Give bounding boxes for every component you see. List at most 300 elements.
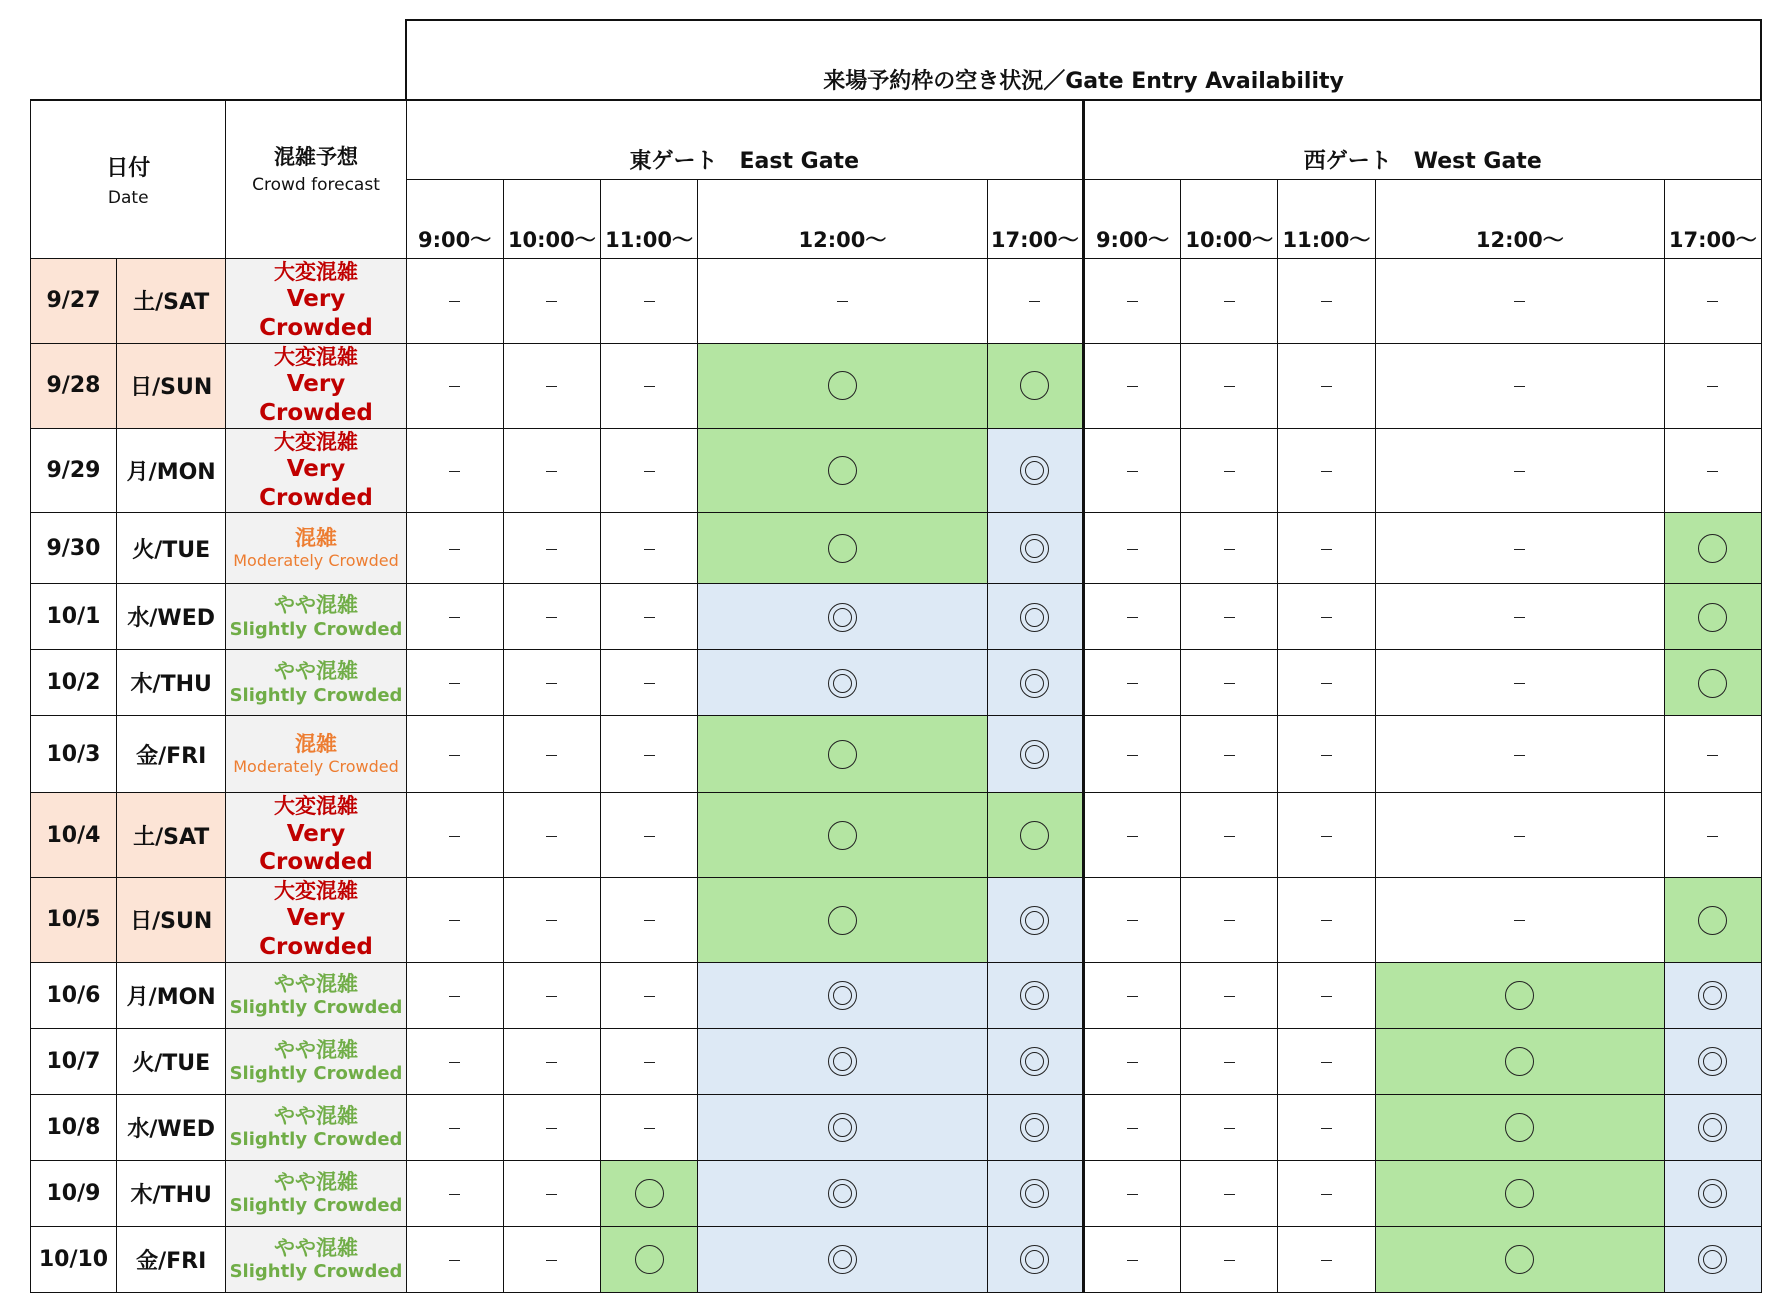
slot-east-10	[503, 962, 600, 1028]
forecast-en: Very Crowded	[259, 820, 373, 876]
slot-east-9	[406, 716, 503, 793]
dash-icon	[1224, 1260, 1235, 1261]
slot-east-17	[987, 650, 1083, 716]
slot-east-11	[600, 793, 697, 878]
dash-icon	[1321, 301, 1332, 302]
forecast-en: Slightly Crowded	[229, 618, 403, 640]
dash-icon	[449, 471, 460, 472]
crowd-forecast-cell	[226, 1028, 406, 1094]
dash-icon	[644, 301, 655, 302]
double-circle-icon	[1020, 906, 1049, 935]
slot-east-11	[600, 584, 697, 650]
slot-west-9	[1083, 1094, 1180, 1160]
dash-icon	[1127, 549, 1138, 550]
dash-icon	[1127, 1062, 1138, 1063]
slot-east-17	[987, 793, 1083, 878]
slot-east-11	[600, 650, 697, 716]
crowd-forecast-cell	[226, 584, 406, 650]
dash-icon	[644, 471, 655, 472]
crowd-forecast-cell	[226, 1160, 406, 1226]
row-day: 火/TUE	[116, 1028, 225, 1094]
east-gate-header: 東ゲート East Gate	[406, 100, 1083, 180]
double-circle-icon	[1698, 1113, 1727, 1142]
slot-east-17	[987, 428, 1083, 513]
dash-icon	[837, 301, 848, 302]
crowd-forecast-cell	[226, 1226, 406, 1292]
forecast-jp: 大変混雑	[274, 879, 358, 903]
forecast-jp: やや混雑	[274, 659, 358, 684]
crowd-forecast-cell	[226, 1094, 406, 1160]
row-day: 木/THU	[116, 1160, 225, 1226]
slot-east-10	[503, 650, 600, 716]
slot-west-11	[1278, 650, 1375, 716]
crowd-forecast-header	[226, 100, 406, 259]
crowd-forecast-cell	[226, 716, 406, 793]
slot-west-11	[1278, 878, 1375, 963]
table-row	[31, 343, 1762, 428]
row-day: 月/MON	[116, 428, 225, 513]
slot-west-11	[1278, 962, 1375, 1028]
slot-west-11	[1278, 1226, 1375, 1292]
slot-east-17	[987, 1160, 1083, 1226]
row-date: 10/3	[31, 716, 117, 793]
dash-icon	[546, 386, 557, 387]
dash-icon	[1224, 683, 1235, 684]
row-day: 土/SAT	[116, 793, 225, 878]
double-circle-icon	[1020, 669, 1049, 698]
table-row	[31, 513, 1762, 584]
slot-west-10	[1181, 343, 1278, 428]
double-circle-icon	[1698, 981, 1727, 1010]
dash-icon	[1029, 301, 1040, 302]
row-date: 10/1	[31, 584, 117, 650]
slot-east-10	[503, 1094, 600, 1160]
slot-west-12	[1375, 513, 1665, 584]
dash-icon	[1127, 1194, 1138, 1195]
dash-icon	[1127, 996, 1138, 997]
double-circle-icon	[1020, 1245, 1049, 1274]
dash-icon	[1514, 386, 1525, 387]
circle-icon	[828, 821, 857, 850]
circle-icon	[1505, 1113, 1534, 1142]
dash-icon	[644, 617, 655, 618]
forecast-jp: やや混雑	[274, 1103, 358, 1128]
dash-icon	[546, 683, 557, 684]
forecast-jp: やや混雑	[274, 593, 358, 618]
slot-west-11	[1278, 1160, 1375, 1226]
slot-west-9	[1083, 650, 1180, 716]
slot-west-12	[1375, 584, 1665, 650]
dash-icon	[1707, 386, 1718, 387]
dash-icon	[1321, 836, 1332, 837]
date-header	[31, 100, 226, 259]
slot-west-17	[1665, 793, 1761, 878]
crowd-header-jp: 混雑予想	[274, 145, 358, 169]
dash-icon	[1321, 471, 1332, 472]
slot-east-11	[600, 1160, 697, 1226]
slot-east-10	[503, 793, 600, 878]
dash-icon	[1514, 755, 1525, 756]
slot-west-12	[1375, 716, 1665, 793]
slot-west-10	[1181, 650, 1278, 716]
forecast-en: Very Crowded	[259, 371, 373, 426]
availability-body	[31, 259, 1762, 1293]
date-header-jp: 日付	[106, 156, 151, 181]
circle-icon	[1020, 371, 1049, 400]
forecast-en: Slightly Crowded	[229, 1195, 403, 1217]
slot-east-12	[698, 1226, 988, 1292]
crowd-forecast-cell	[226, 650, 406, 716]
dash-icon	[1224, 755, 1235, 756]
east-time-17: 17:00～	[987, 180, 1083, 259]
slot-west-11	[1278, 428, 1375, 513]
slot-east-12	[698, 1028, 988, 1094]
slot-west-12	[1375, 1094, 1665, 1160]
slot-east-12	[698, 962, 988, 1028]
crowd-forecast-cell	[226, 878, 406, 963]
row-date: 10/9	[31, 1160, 117, 1226]
dash-icon	[449, 549, 460, 550]
row-date: 9/28	[31, 343, 117, 428]
row-date: 10/5	[31, 878, 117, 963]
dash-icon	[449, 1194, 460, 1195]
circle-icon	[1698, 669, 1727, 698]
forecast-jp: 混雑	[295, 526, 337, 551]
dash-icon	[449, 617, 460, 618]
slot-west-11	[1278, 793, 1375, 878]
forecast-en: Slightly Crowded	[229, 997, 403, 1019]
slot-east-9	[406, 428, 503, 513]
slot-west-12	[1375, 343, 1665, 428]
slot-east-11	[600, 513, 697, 584]
forecast-en: Very Crowded	[259, 455, 373, 511]
slot-west-10	[1181, 428, 1278, 513]
slot-east-11	[600, 716, 697, 793]
west-time-10: 10:00～	[1181, 180, 1278, 259]
west-time-17: 17:00～	[1665, 180, 1761, 259]
slot-west-9	[1083, 584, 1180, 650]
slot-east-12	[698, 1160, 988, 1226]
slot-east-12	[698, 650, 988, 716]
dash-icon	[1127, 1128, 1138, 1129]
dash-icon	[1127, 755, 1138, 756]
slot-west-12	[1375, 793, 1665, 878]
dash-icon	[1707, 836, 1718, 837]
slot-east-12	[698, 584, 988, 650]
slot-east-11	[600, 962, 697, 1028]
dash-icon	[1321, 1062, 1332, 1063]
slot-east-12	[698, 428, 988, 513]
dash-icon	[1224, 617, 1235, 618]
double-circle-icon	[1020, 1113, 1049, 1142]
slot-west-9	[1083, 716, 1180, 793]
slot-west-9	[1083, 962, 1180, 1028]
forecast-jp: やや混雑	[274, 971, 358, 996]
dash-icon	[1224, 301, 1235, 302]
crowd-forecast-cell	[226, 343, 406, 428]
table-row	[31, 584, 1762, 650]
row-date: 10/4	[31, 793, 117, 878]
double-circle-icon	[1020, 534, 1049, 563]
slot-east-10	[503, 1028, 600, 1094]
dash-icon	[1127, 617, 1138, 618]
slot-west-10	[1181, 1094, 1278, 1160]
slot-east-12	[698, 793, 988, 878]
row-date: 10/6	[31, 962, 117, 1028]
double-circle-icon	[828, 1047, 857, 1076]
table-row	[31, 1160, 1762, 1226]
slot-east-17	[987, 259, 1083, 344]
dash-icon	[644, 386, 655, 387]
slot-east-17	[987, 343, 1083, 428]
availability-table	[30, 19, 1762, 1293]
dash-icon	[1514, 301, 1525, 302]
dash-icon	[1127, 301, 1138, 302]
row-day: 日/SUN	[116, 878, 225, 963]
forecast-jp: やや混雑	[274, 1235, 358, 1260]
dash-icon	[1127, 683, 1138, 684]
circle-icon	[1505, 1179, 1534, 1208]
dash-icon	[644, 1062, 655, 1063]
slot-west-17	[1665, 428, 1761, 513]
dash-icon	[1707, 471, 1718, 472]
table-row	[31, 259, 1762, 344]
dash-icon	[546, 1260, 557, 1261]
dash-icon	[1321, 920, 1332, 921]
slot-east-10	[503, 584, 600, 650]
east-time-12: 12:00～	[698, 180, 988, 259]
west-time-11: 11:00～	[1278, 180, 1375, 259]
table-row	[31, 793, 1762, 878]
double-circle-icon	[828, 1113, 857, 1142]
dash-icon	[449, 755, 460, 756]
dash-icon	[449, 1062, 460, 1063]
double-circle-icon	[1020, 603, 1049, 632]
slot-east-10	[503, 428, 600, 513]
dash-icon	[449, 1260, 460, 1261]
slot-west-9	[1083, 1028, 1180, 1094]
slot-east-10	[503, 259, 600, 344]
west-gate-header: 西ゲート West Gate	[1083, 100, 1761, 180]
circle-icon	[1698, 534, 1727, 563]
slot-west-10	[1181, 1226, 1278, 1292]
dash-icon	[1707, 755, 1718, 756]
slot-west-10	[1181, 259, 1278, 344]
slot-east-11	[600, 1226, 697, 1292]
row-day: 日/SUN	[116, 343, 225, 428]
slot-west-12	[1375, 962, 1665, 1028]
double-circle-icon	[828, 1179, 857, 1208]
slot-east-9	[406, 259, 503, 344]
slot-west-12	[1375, 1226, 1665, 1292]
slot-east-17	[987, 1226, 1083, 1292]
dash-icon	[1224, 920, 1235, 921]
slot-east-9	[406, 1226, 503, 1292]
row-day: 水/WED	[116, 1094, 225, 1160]
slot-west-12	[1375, 650, 1665, 716]
west-time-9: 9:00～	[1083, 180, 1180, 259]
forecast-jp: やや混雑	[274, 1169, 358, 1194]
forecast-jp: 大変混雑	[274, 344, 358, 369]
slot-west-12	[1375, 259, 1665, 344]
slot-west-11	[1278, 1094, 1375, 1160]
slot-east-9	[406, 878, 503, 963]
row-date: 9/29	[31, 428, 117, 513]
dash-icon	[546, 1062, 557, 1063]
slot-west-17	[1665, 1226, 1761, 1292]
dash-icon	[1127, 1260, 1138, 1261]
slot-west-10	[1181, 513, 1278, 584]
circle-icon	[1505, 1245, 1534, 1274]
slot-east-9	[406, 1094, 503, 1160]
table-row	[31, 1028, 1762, 1094]
circle-icon	[828, 456, 857, 485]
table-row	[31, 650, 1762, 716]
date-header-en: Date	[107, 188, 149, 208]
circle-icon	[828, 534, 857, 563]
slot-west-17	[1665, 962, 1761, 1028]
slot-east-9	[406, 650, 503, 716]
dash-icon	[449, 996, 460, 997]
row-day: 火/TUE	[116, 513, 225, 584]
dash-icon	[546, 617, 557, 618]
slot-west-10	[1181, 584, 1278, 650]
slot-west-17	[1665, 1094, 1761, 1160]
dash-icon	[1321, 996, 1332, 997]
circle-icon	[1698, 603, 1727, 632]
slot-west-17	[1665, 1028, 1761, 1094]
slot-west-17	[1665, 513, 1761, 584]
crowd-forecast-cell	[226, 428, 406, 513]
dash-icon	[1127, 386, 1138, 387]
dash-icon	[546, 301, 557, 302]
slot-east-17	[987, 1094, 1083, 1160]
slot-west-11	[1278, 513, 1375, 584]
dash-icon	[1321, 1128, 1332, 1129]
slot-west-11	[1278, 343, 1375, 428]
forecast-en: Slightly Crowded	[229, 1129, 403, 1151]
circle-icon	[1020, 821, 1049, 850]
slot-east-9	[406, 513, 503, 584]
dash-icon	[449, 1128, 460, 1129]
slot-west-9	[1083, 878, 1180, 963]
double-circle-icon	[1698, 1245, 1727, 1274]
dash-icon	[1127, 836, 1138, 837]
slot-east-17	[987, 584, 1083, 650]
dash-icon	[1224, 549, 1235, 550]
slot-east-10	[503, 1226, 600, 1292]
slot-east-9	[406, 584, 503, 650]
double-circle-icon	[828, 669, 857, 698]
row-date: 9/27	[31, 259, 117, 344]
slot-east-10	[503, 343, 600, 428]
row-day: 月/MON	[116, 962, 225, 1028]
row-date: 10/7	[31, 1028, 117, 1094]
dash-icon	[1321, 1260, 1332, 1261]
slot-east-12	[698, 259, 988, 344]
circle-icon	[635, 1179, 664, 1208]
slot-west-10	[1181, 1028, 1278, 1094]
dash-icon	[1321, 1194, 1332, 1195]
row-day: 金/FRI	[116, 1226, 225, 1292]
slot-east-11	[600, 1028, 697, 1094]
slot-east-10	[503, 878, 600, 963]
dash-icon	[1127, 920, 1138, 921]
double-circle-icon	[828, 981, 857, 1010]
slot-east-11	[600, 343, 697, 428]
slot-west-17	[1665, 259, 1761, 344]
dash-icon	[1514, 836, 1525, 837]
double-circle-icon	[1698, 1179, 1727, 1208]
forecast-en: Moderately Crowded	[233, 757, 399, 777]
double-circle-icon	[1020, 1179, 1049, 1208]
dash-icon	[1224, 1062, 1235, 1063]
dash-icon	[546, 755, 557, 756]
circle-icon	[1698, 906, 1727, 935]
crowd-header-en: Crowd forecast	[252, 175, 380, 195]
slot-west-12	[1375, 428, 1665, 513]
slot-west-17	[1665, 584, 1761, 650]
dash-icon	[1321, 386, 1332, 387]
table-row	[31, 716, 1762, 793]
slot-east-9	[406, 1028, 503, 1094]
double-circle-icon	[1020, 740, 1049, 769]
slot-west-17	[1665, 716, 1761, 793]
east-time-11: 11:00～	[600, 180, 697, 259]
slot-east-17	[987, 1028, 1083, 1094]
slot-east-17	[987, 716, 1083, 793]
circle-icon	[828, 906, 857, 935]
double-circle-icon	[1698, 1047, 1727, 1076]
slot-east-17	[987, 962, 1083, 1028]
slot-west-17	[1665, 878, 1761, 963]
row-date: 10/8	[31, 1094, 117, 1160]
table-title: 来場予約枠の空き状況／Gate Entry Availability	[406, 20, 1761, 100]
dash-icon	[644, 920, 655, 921]
circle-icon	[635, 1245, 664, 1274]
slot-west-9	[1083, 513, 1180, 584]
dash-icon	[449, 836, 460, 837]
dash-icon	[1224, 836, 1235, 837]
slot-east-12	[698, 716, 988, 793]
slot-east-11	[600, 259, 697, 344]
slot-west-11	[1278, 584, 1375, 650]
dash-icon	[449, 301, 460, 302]
forecast-en: Very Crowded	[259, 286, 373, 341]
double-circle-icon	[828, 1245, 857, 1274]
slot-west-10	[1181, 962, 1278, 1028]
dash-icon	[644, 683, 655, 684]
slot-east-11	[600, 1094, 697, 1160]
dash-icon	[1514, 683, 1525, 684]
slot-west-9	[1083, 1226, 1180, 1292]
row-date: 9/30	[31, 513, 117, 584]
slot-west-9	[1083, 1160, 1180, 1226]
dash-icon	[1514, 617, 1525, 618]
forecast-jp: 大変混雑	[274, 794, 358, 819]
slot-west-9	[1083, 259, 1180, 344]
dash-icon	[546, 920, 557, 921]
slot-west-11	[1278, 716, 1375, 793]
dash-icon	[1224, 471, 1235, 472]
table-row	[31, 878, 1762, 963]
slot-east-12	[698, 513, 988, 584]
dash-icon	[546, 1194, 557, 1195]
slot-west-9	[1083, 793, 1180, 878]
double-circle-icon	[1020, 456, 1049, 485]
crowd-forecast-cell	[226, 259, 406, 344]
row-date: 10/2	[31, 650, 117, 716]
